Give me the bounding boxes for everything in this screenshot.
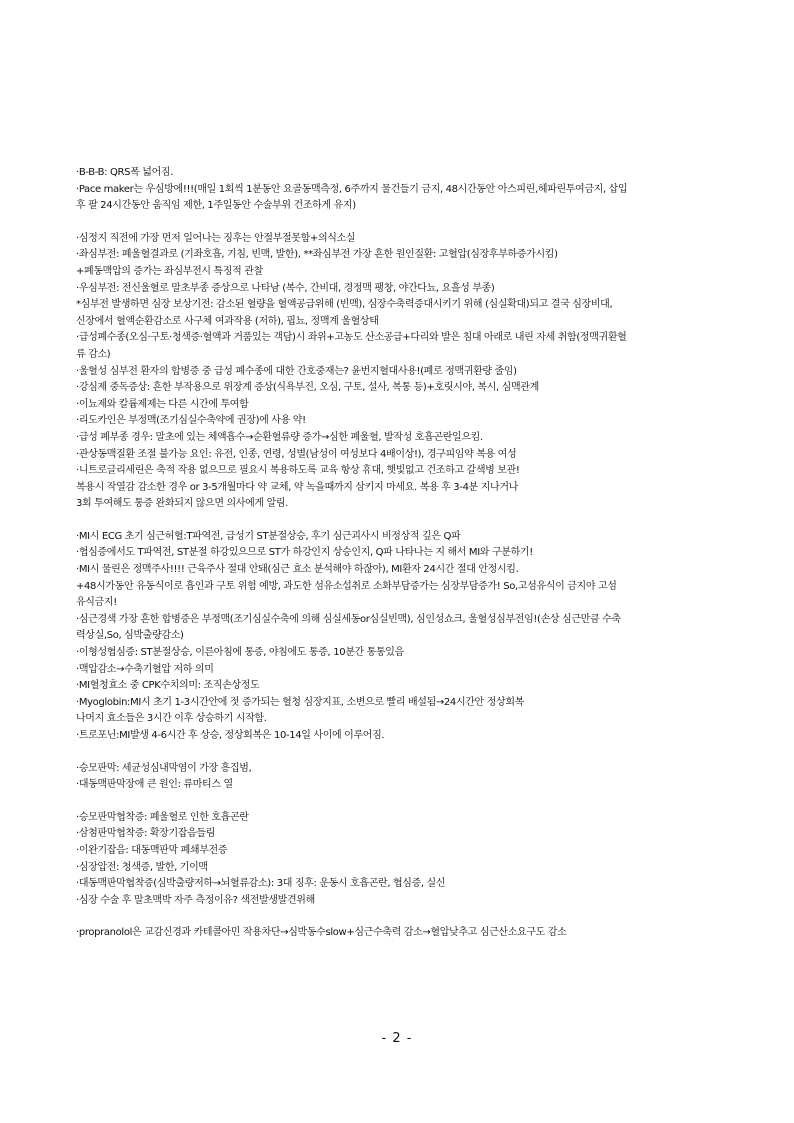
text-line: ·MI시 ECG 초기 심근허혈:T파역전, 급성기 ST분절상승, 후기 심근괴사시 비정상적 깊은 Q파 xyxy=(76,530,461,542)
text-line: ·협심증에서도 T파역전, ST분절 하강있으므로 ST가 하강인지 상승인지, Q파 나타나는 지 해서 MI와 구분하기! xyxy=(76,547,533,559)
text-line: ·Myoglobin:MI시 초기 1-3시간안에 젓 증가되는 혈청 심장지표, 소변으로 빨리 배설됨→24시간안 정상회복 xyxy=(76,696,524,708)
text-line: ·관상동맥질환 조절 불가능 요인: 유전, 인종, 연령, 성별(남성이 여성보다 4배이상!), 경구피임약 복용 여성 xyxy=(76,448,517,460)
text-line: 력상실,So, 심박출량감소) xyxy=(76,630,184,642)
text-line: 신장에서 혈액순환감소로 사구체 여과작용 (저하), 핍뇨, 정맥계 울혈상태 xyxy=(76,315,379,327)
text-line: ·propranolol은 교감신경과 카테콜아민 작용차단→심박동수slow+심근수축력 감소→혈압낮추고 심근산소요구도 감소 xyxy=(76,927,567,939)
text-line: ·이형성협심증: ST분절상승, 이른아침에 통증, 야침에도 통증, 10분간 통통있음 xyxy=(76,647,404,659)
paragraph-gap xyxy=(76,794,718,810)
page-number: - 2 - xyxy=(381,1031,413,1046)
text-line: ·대동맥판막장애 큰 원인: 류마티스 열 xyxy=(76,779,233,791)
text-line: ·삼첨판막협착증: 확장기잡음들림 xyxy=(76,828,216,840)
text-line: ·트로포닌:MI발생 4-6시간 후 상승, 정상회복은 10-14일 사이에 이루어짐. xyxy=(76,730,385,741)
text-line: ·니트로글리세린은 축적 작용 없으므로 필요시 복용하도록 교육 항상 휴대, 햇빛없고 건조하고 갈색병 보관! xyxy=(76,465,520,477)
text-line: ·승모판막협착증: 폐울혈로 인한 호흡곤란 xyxy=(76,811,249,823)
paragraph-gap xyxy=(76,745,718,761)
paragraph-gap xyxy=(76,215,718,231)
text-line: ·우심부전: 전신울혈로 말초부종 증상으로 나타남 (복수, 간비대, 경정맥 팽창, 야간다뇨, 요흘성 부종) xyxy=(76,282,495,294)
paragraph-gap xyxy=(76,909,718,925)
text-line: +48시가동안 유동식이로 흡인과 구토 위험 예방, 과도한 섬유소섭취로 소화부담증가는 심장부담증가! So,고섬유식이 금지야 고섬 xyxy=(76,580,617,592)
text-line: ·강심제 중독증상: 흔한 부작용으로 위장계 증상(식욕부진, 오심, 구토, 설사, 복통 등)+호릿시야, 복시, 심맥관계 xyxy=(76,382,539,394)
text-line: +폐동맥압의 증가는 좌심부전시 특징적 관찰 xyxy=(76,265,263,277)
text-line: 복용시 작열감 감소한 경우 or 3-5개월마다 약 교체, 약 녹을때까지 삼키지 마세요. 복용 후 3-4분 지나거나 xyxy=(76,481,518,493)
text-line: 유식금지! xyxy=(76,597,117,609)
text-line: 후 팔 24시간동안 움직임 제한, 1주일동안 수술부위 건조하게 유지) xyxy=(76,200,356,212)
text-line: ·승모판막: 세균성심내막염이 가장 흥집범, xyxy=(76,762,252,774)
text-line: ·Pace maker는 우심방에!!!(매일 1회씩 1분동안 요골동맥측정, 6주까지 물건들기 금지, 48시간동안 아스피린,헤파린투여금지, 삽입 xyxy=(76,183,628,195)
text-block xyxy=(76,925,718,942)
text-line: ·이완기잡음: 대동맥판막 폐쇄부전증 xyxy=(76,844,228,856)
text-line: ·대동맥판막협착증(심박출량저하→뇌혈류감소): 3대 징후: 운동시 호흡곤란, 협심증, 실신 xyxy=(76,878,446,890)
text-block xyxy=(76,231,718,513)
text-line: 3회 투여해도 통증 완화되지 않으면 의사에게 알림. xyxy=(76,498,289,510)
text-line: ·울혈성 심부전 환자의 합병증 중 급성 폐수종에 대한 간호중재는? 윤번지혈대사용!(폐로 정맥귀환량 줄임) xyxy=(76,365,517,377)
text-block xyxy=(76,810,718,910)
text-line: ·MI혈청효소 중 CPK수치의미: 조직손상정도 xyxy=(76,680,260,692)
text-line: ·심정지 직전에 가장 먼저 일어나는 징후는 안절부절못함+의식소실 xyxy=(76,232,356,244)
text-line: *심부전 발생하면 심장 보상기전: 감소된 혈량을 혈액공급위해 (빈맥), 심장수축력증대시키기 위해 (심실확대)되고 결국 심장비대, xyxy=(76,299,613,311)
document-body xyxy=(76,165,718,942)
text-line: ·심장 수술 후 말초맥박 자주 측정이유? 색전발생발견위해 xyxy=(76,894,315,906)
text-line: ·이뇨제와 칼륨제제는 다른 시간에 투여함 xyxy=(76,398,249,410)
text-line: 류 감소) xyxy=(76,348,111,360)
text-block xyxy=(76,761,718,794)
text-line: ·맥압감소→수축기혈압 저하 의미 xyxy=(76,663,214,675)
text-line: ·심장압전: 청색증, 발한, 기이맥 xyxy=(76,861,208,873)
text-line: ·급성폐수종(오심·구토·청색증·혈액과 거품있는 객담)시 좌위+고농도 산소공급+다리와 발은 침대 아래로 내린 자세 취함(정맥귀환혈 xyxy=(76,332,627,344)
text-block xyxy=(76,529,718,745)
text-line: ·좌심부전: 폐울혈결과로 (기좌호흡, 기침, 빈맥, 발한), **좌심부전 가장 흔한 원인질환: 고혈압(심장후부하증가시킴) xyxy=(76,249,558,261)
text-line: ·급성 폐부종 경우: 말초에 있는 체액흡수→순환혈류량 증가→심한 폐울혈, 발작성 호흡곤란일으킴. xyxy=(76,431,483,443)
text-line: ·B-B-B: QRS폭 넓어짐. xyxy=(76,167,174,178)
text-line: ·심근경색 가장 흔한 합병증은 부정맥(조기심실수축에 의해 심실세동or심실빈맥), 심인성쇼크, 울혈성심부전임!(손상 심근만큼 수축 xyxy=(76,613,621,625)
paragraph-gap xyxy=(76,513,718,529)
text-line: ·MI시 물린은 정맥주사!!!! 근육주사 절대 안돼(심근 효소 분석해야 하잖아), MI환자 24시간 절대 안정시킴. xyxy=(76,564,519,576)
text-block xyxy=(76,165,718,215)
text-line: ·리도카인은 부정맥(조기심실수축약에 권장)에 사용 약! xyxy=(76,415,306,427)
text-line: 나머지 효소들은 3시간 이후 상승하기 시작함. xyxy=(76,713,267,725)
